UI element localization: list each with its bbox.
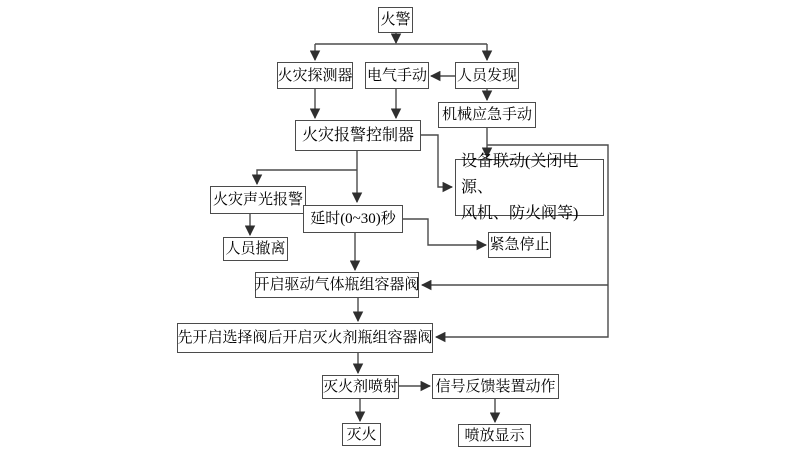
equipment-linkage-line1: 设备联动(关闭电源、 — [461, 152, 579, 196]
node-electric-manual: 电气手动 — [365, 62, 429, 89]
node-personnel-evacuation: 人员撤离 — [223, 237, 288, 261]
node-discharge-display: 喷放显示 — [458, 424, 531, 447]
node-equipment-linkage — [455, 152, 604, 222]
edge-controller-to-equipment-linkage — [421, 135, 452, 187]
node-fire-detector: 火灾探测器 — [277, 62, 353, 89]
node-fire-alarm: 火警 — [378, 7, 413, 33]
node-mechanical-emergency-manual: 机械应急手动 — [438, 102, 536, 128]
node-signal-feedback: 信号反馈装置动作 — [432, 374, 559, 399]
node-delay: 延时(0~30)秒 — [303, 205, 403, 233]
edge-controller-to-sound-light-alarm — [257, 170, 357, 184]
equipment-linkage-line2: 风机、防火阀等) — [461, 204, 579, 222]
node-agent-discharge: 灭火剂喷射 — [322, 375, 399, 399]
node-fire-extinguished: 灭火 — [342, 423, 381, 446]
node-open-drive-gas-valve: 开启驱动气体瓶组容器阀 — [255, 272, 419, 298]
node-sound-light-alarm: 火灾声光报警 — [210, 186, 306, 214]
node-fire-alarm-controller: 火灾报警控制器 — [295, 120, 421, 151]
node-open-selector-then-agent-valve: 先开启选择阀后开启灭火剂瓶组容器阀 — [177, 323, 433, 353]
node-personnel-discovery: 人员发现 — [455, 62, 519, 89]
node-emergency-stop: 紧急停止 — [488, 232, 551, 258]
